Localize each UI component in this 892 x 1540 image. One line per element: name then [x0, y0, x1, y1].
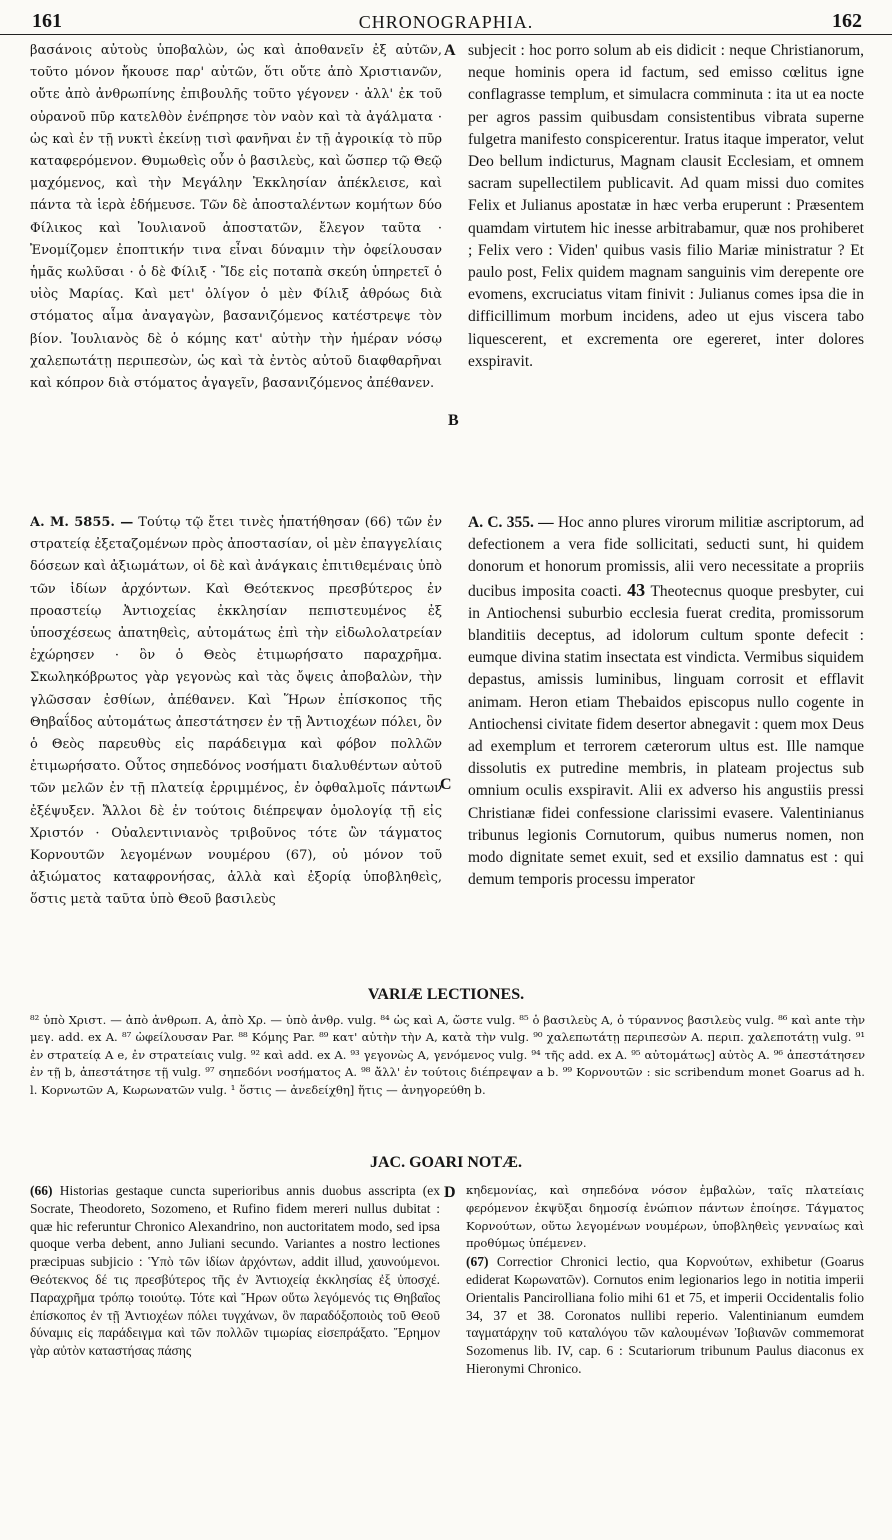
- note-67-text: Correctior Chronici lectio, qua Κορνούτων, exhibetur (Goarus ediderat Κωρωνατῶν). Cornutos enim legionarios lego in notitia imperii Orientalis Pancirolliana folio mihi 61 et 75, et imperii Occidentalis folio 34, 37 et 38. Coronatos nullibi reperio. Valentinianum eumdem ταγματάρχην τοῦ καταλόγου τῶν καλουμένων Ἰοβιανῶν commemorat Sozomenus lib. IV, cap. 6 : Scutariorum tribunum Paulus diaconus ex Hieronymi Chronico.: [466, 1254, 864, 1376]
- notes-heading: JAC. GOARI NOTÆ.: [369, 1154, 522, 1171]
- greek-paragraph-top: βασάνοις αὐτοὺς ὑποβαλὼν, ὡς καὶ ἀποθανεῖν ἐξ αὐτῶν, τοῦτο μόνον ἤκουσε παρ' αὐτῶν, ὅτι οὔτε ἀπὸ Χριστιανῶν, οὔτε ἀπὸ ἀνθρωπίνης ἐπιβουλῆς τοῦτο γέγονεν · ἀλλ' ἐκ τοῦ οὐρανοῦ πῦρ κατελθὸν ἐνέπρησε τὸν ναὸν καὶ τὰ ἀγάλματα · ὡς καὶ ἐν τῇ νυκτὶ ἐκείνῃ τισὶ φανῆναι ἐν τῇ ἀγροικίᾳ τὸ πῦρ καταφερόμενον. Θυμωθεὶς οὖν ὁ βασιλεὺς, καὶ ὥσπερ τῷ Θεῷ μαχόμενος, καὶ τὴν Μεγάλην Ἐκκλησίαν ἀπέκλεισε, καὶ πάντα τὰ ἱερὰ ἐδήμευσε. Τῶν δὲ ἀποσταλέντων κομήτων δύο Φίλικος καὶ Ἰουλιανοῦ ἀποστατῶν, ἔλεγον ταῦτα · Ἐνομίζομεν ἐποπτικήν τινα εἶναι δύναμιν τὴν ὀφείλουσαν ἡμᾶς κωλῦσαι · ὁ δὲ Φίλιξ · Ἴδε εἰς ποταπὰ σκεύη ὑπηρετεῖ ὁ υἱὸς Μαρίας. Καὶ μετ' ὀλίγον ὁ μὲν Φίλιξ ἀθρόως διὰ στόματος αἷμα ἀναγαγὼν, βασανιζόμενος κατέστρεψε τὸν βίον. Ἰουλιανὸς δὲ ὁ κόμης κατ' αὐτὴν τὴν ἡμέραν νόσῳ χαλεπωτάτῃ περιπεσὼν, ὡς καὶ τὰ ἐντὸς αὐτοῦ διαφθαρῆναι καὶ κόπρον διὰ στόματος ἀγαγεῖν, βασανιζόμενος ἀπέθανεν.: [30, 43, 442, 392]
- page-number-left: 161: [32, 10, 62, 32]
- margin-mark-d: D: [444, 1184, 456, 1201]
- latin-paragraph-top: subjecit : hoc porro solum ab eis didicit : neque Christianorum, neque hominis opera id factum, sed emisso cœlitus igne conflagrasse templum, et simulacra comminuta : ita ut ea nocte per agros passim quibusdam consistentibus vibrata superne fulgetra manifesto conspicerentur. Iratus itaque imperator, velut Deo bellum indicturus, Magnam clausit Ecclesiam, et omnem sacram supellectilem publicavit. Ad quam missi duo comites Felix et Julianus apostatæ in hæc verba eruperunt : Præsentem quamdam virtutem hic inesse arbitrabamur, quæ nos prohiberet ; Felix vero : Viden' quibus vasis filio Mariæ ministratur ? Et paulo post, Felix quidem magnam sanguinis vim derepente ore evomens, excruciatus vitam finivit : Julianus comes ipsa die in difficillimum morbum incidens, adeo ut ejus viscera tabo liquescerent, et excrementa ore egereret, inter dolores exspiravit.: [468, 42, 864, 370]
- note-66-text: Historias gestaque cuncta superioribus annis duobus asscripta (ex Socrate, Theodoreto, Sozomeno, et Rufino fidem mereri nullus dubitat : quæ hic referuntur Chronico Alexandrino, non auctoritatem modo, sed ipsa quoque verba debent, anno Juliani secundo. Variantes a nostro lectiones præcipuas subjicio : Ὑπὸ τῶν ἰδίων ἀρχόντων, addit illud, χαυνούμενοι. Θεότεκνος δέ τις πρεσβύτερος τῆς ἐν Ἀντιοχείᾳ ἐκκλησίας ἐξ ὑποσχέ. Παραχρῆμα τρόπῳ τοιούτῳ. Τότε καὶ Ἥρων οὕτω λεγόμενός τις Θηβαΐος ἐπίσκοπος ἐν τῇ Ἀντιοχέων πόλει τυγχάνων, ὃν παραδόξοποιὸς τοῦ Θεοῦ δύναμις εἰς παράδειγμα καὶ τῶν πολλῶν τιμωρίας εἰσεπράξατο. Ἔρημον γὰρ αὐτὸν καταστήσας πάσης: [30, 1183, 440, 1359]
- variae-lectiones-heading: VARIÆ LECTIONES.: [367, 986, 525, 1003]
- note-66-continuation: κηδεμονίας, καὶ σηπεδόνα νόσον ἐμβαλὼν, ταῖς πλατείαις φερόμενον ἐκψῦξαι δημοσίᾳ ἐνώπιον πάντων ἐποίησε. Τάγματος Κορνούτων, οὕτω λεγομένων νουμέρων, ὑποβληθεὶς γενναίως καὶ προθύμως ὑπέμενεν.: [466, 1183, 864, 1251]
- note-66: [30, 1182, 440, 1360]
- margin-mark-b: B: [448, 412, 459, 429]
- page-number-right: 162: [832, 10, 862, 32]
- notes-column-left: [30, 1182, 440, 1534]
- running-title: CHRONOGRAPHIA.: [358, 12, 534, 32]
- latin-bottom-text-2: Theotecnus quoque presbyter, cui in Antiochensi suburbio ecclesia fuerat credita, promissorum blanditiis deceptus, ad idolorum cultum sponte defecit : eumque divina statim insectata est vindicta. Vermibus siquidem depastus, amissis luminibus, linguam corrosit et efflavit animam. Heron etiam Thebaidos episcopus nullo cogente in Antiochensi civitate fidem desertor abnegavit : quem mox Deus ad exemplum et terrorem cæterorum ultus est. Ille namque dissolutis ex putredine membris, in plateam projectus sub omnium oculis exspiravit. Alii ex adverso his angustiis pressi Christianæ fidei confessione clarissimi evasere. Valentinianus tribunus legionis Cornutorum, quibus numerus nomen, non modo dignitate semet exuit, sed et exsilio damnatus est : qui demum temporis processu imperator: [468, 582, 864, 889]
- variae-lectiones-block: [30, 1012, 865, 1140]
- greek-column-bottom: [30, 512, 442, 982]
- latin-column-top: [468, 40, 864, 514]
- latin-bottom-text-1: Hoc anno plures virorum militiæ ascriptorum, ad defectionem a vera fide sollicitati, seducti sunt, hi quidem donorum et honorum promissis, alii vero necessitate a propriis ducibus imposita coacti.: [468, 514, 864, 600]
- margin-mark-c: C: [440, 776, 452, 793]
- greek-paragraph-bottom: [30, 512, 442, 912]
- margin-mark-a: A: [444, 42, 456, 59]
- greek-year-heading: A. M. 5855. —: [30, 515, 134, 530]
- greek-bottom-text: Τούτῳ τῷ ἔτει τινὲς ἠπατήθησαν (66) τῶν ἐν στρατείᾳ ἐξεταζομένων πρὸς ἀποστασίαν, οἱ μὲν ἐπαγγελίαις δόσεων καὶ ἀξιωμάτων, οἱ δὲ καὶ ἀνάγκαις ἐπιτιθεμέναις ὑπὸ τῶν ἰδίων ἀρχόντων. Καὶ Θεότεκνος πρεσβύτερος ἐν προαστείῳ Ἀντιοχείας ἐκκλησίαν πεπιστευμένος ἐξ ὑποσχέσεως ἀπατηθεὶς, αὐτομάτως ἐπὶ τὴν εἰδωλολατρείαν ἐχώρησεν · ὃν ὁ Θεὸς ἐτιμωρήσατο παραχρῆμα. Σκωληκόβρωτος γὰρ γεγονὼς καὶ τὰς ὄψεις ἀποβαλὼν, τὴν γλῶσσαν ἐσθίων, ἀπέθανεν. Καὶ Ἥρων ἐπίσκοπος τῆς Θηβαΐδος αὐτομάτως ἀπεστάτησεν ἐν τῇ Ἀντιοχέων πόλει, ὃν ὁ Θεὸς παρευθὺς εἰς παράδειγμα καὶ φόβον πολλῶν ἐτιμωρήσατο. Οὗτος σηπεδόνος νοσήματι διαλυθέντων αὐτοῦ τῶν μελῶν ἐν τῇ πλατείᾳ ἐρριμμένος, ἐν ὀφθαλμοῖς πάντων ἐξέψυξεν. Ἄλλοι δὲ ἐν τούτοις διέπρεψαν ὁμολογίᾳ τῇ εἰς Χριστόν · Οὐαλεντινιανὸς τριβοῦνος τότε ὢν τάγματος Κορνουτῶν λεγομένων νουμέρου (67), οὐ μόνον τοῦ ἀξιώματος καταφρονήσας, ἀλλὰ καὶ ἐξορίᾳ ὑποβληθεὶς, ὅστις μετὰ ταῦτα ὑπὸ Θεοῦ βασιλεὺς: [30, 515, 442, 908]
- column-number: 43: [627, 579, 646, 600]
- notes-column-right: [466, 1182, 864, 1534]
- variae-lectiones-text: ⁸² ὑπὸ Χριστ. — ἀπὸ ἀνθρωπ. A, ἀπὸ Χρ. — ὑπὸ ἀνθρ. vulg. ⁸⁴ ὡς καὶ A, ὥστε vulg. ⁸⁵ ὁ βασιλεὺς A, ὁ τύραννος βασιλεὺς vulg. ⁸⁶ καὶ ante τὴν μεγ. add. ex A. ⁸⁷ ὠφείλουσαν Par. ⁸⁸ Κόμης Par. ⁸⁹ κατ' αὐτὴν τὴν A, κατὰ τὴν vulg. ⁹⁰ χαλεπωτάτῃ περιπεσὼν A. περιπ. χαλεποτάτῃ vulg. ⁹¹ ἐν στρατείᾳ A e, ἐν στρατείαις vulg. ⁹² καὶ add. ex A. ⁹³ γεγονὼς A, γενόμενος vulg. ⁹⁴ τῆς add. ex A. ⁹⁵ αὐτομάτως] αὐτὸς A. ⁹⁶ ἀπεστάτησεν ἐν τῇ b, ἀπεστάτησε τῇ vulg. ⁹⁷ σηπεδόνι νοσήματος A. ⁹⁸ ἄλλ' ἐν τούτοις διέπρεψαν a b. ⁹⁹ Κορνουτῶν : sic scribendum monet Goarus ad h. l. Κορνωτῶν A, Κωρωνατῶν vulg. ¹ ὅστις — ἀνεδείχθη] ἥτις — ἀνηγορεύθη b.: [30, 1013, 865, 1097]
- greek-column-top: [30, 40, 442, 514]
- latin-year-heading: A. C. 355. —: [468, 514, 554, 531]
- running-header: [0, 6, 892, 35]
- note-67: [466, 1253, 864, 1378]
- note-67-label: (67): [466, 1254, 489, 1270]
- latin-paragraph-bottom: [468, 512, 864, 891]
- note-66-label: (66): [30, 1183, 53, 1198]
- latin-column-bottom: [468, 512, 864, 982]
